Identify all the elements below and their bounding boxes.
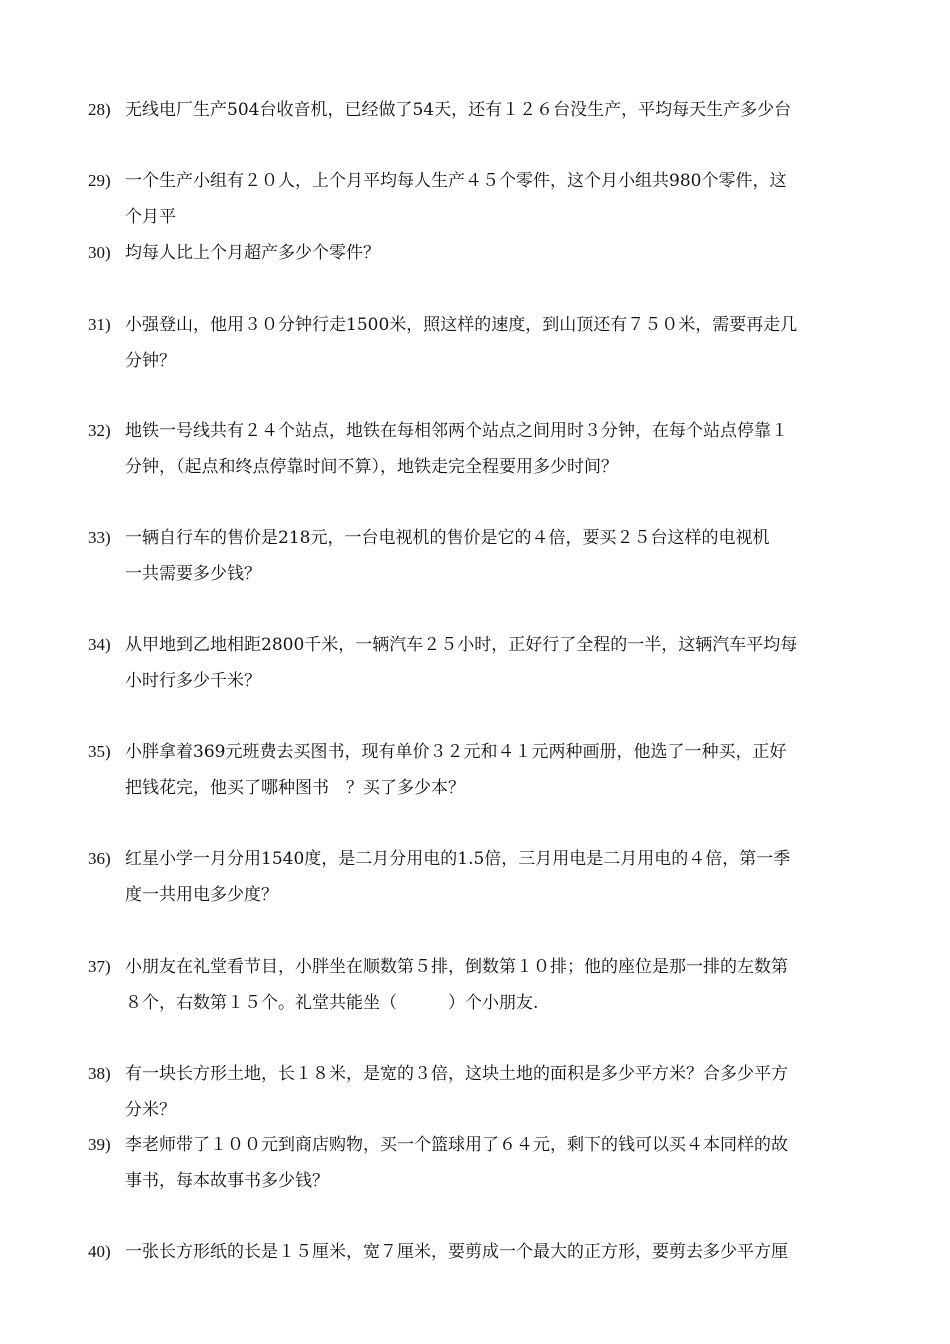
question-number: 39): [88, 1135, 111, 1154]
question-line: ８个，右数第１５个。礼堂共能坐（ ）个小朋友.: [125, 993, 539, 1013]
question-line: 一辆自行车的售价是218元，一台电视机的售价是它的４倍，要买２５台这样的电视机: [125, 528, 770, 548]
question-text: [125, 627, 868, 699]
question-line: 从甲地到乙地相距2800千米，一辆汽车２５小时，正好行了全程的一半，这辆汽车平均每: [125, 635, 798, 655]
question-line: 一个生产小组有２０人，上个月平均每人生产４５个零件，这个月小组共980个零件，这: [125, 171, 787, 191]
question-line: 事书，每本故事书多少钱？: [125, 1171, 329, 1191]
question-text: [125, 734, 868, 806]
question-number: 32): [88, 421, 111, 440]
question-line: 有一块长方形土地，长１８米，是宽的３倍，这块土地的面积是多少平方米？合多少平方: [125, 1064, 788, 1084]
question-line: 把钱花完，他买了哪种图书 ？买了多少本？: [125, 778, 465, 798]
question-number: 36): [88, 849, 111, 868]
question-number: 35): [88, 742, 111, 761]
question-line: 均每人比上个月超产多少个零件？: [125, 243, 380, 263]
question-line: 红星小学一月分用1540度，是二月分用电的1.5倍，三月用电是二月用电的４倍，第一季: [125, 849, 791, 869]
question-text: [125, 235, 868, 271]
question-number: 30): [88, 243, 111, 262]
question-number: 40): [88, 1242, 111, 1261]
question-line: 小胖拿着369元班费去买图书，现有单价３２元和４１元两种画册，他选了一种买，正好: [125, 742, 787, 762]
question-text: [125, 520, 868, 592]
question-31: [88, 307, 868, 379]
question-28: [88, 92, 868, 128]
question-29: [88, 163, 868, 235]
question-number: 31): [88, 315, 111, 334]
question-line: 分钟？: [125, 351, 176, 371]
question-line: 度一共用电多少度？: [125, 885, 278, 905]
question-text: [125, 92, 868, 128]
question-line: 地铁一号线共有２４个站点，地铁在每相邻两个站点之间用时３分钟，在每个站点停靠１: [125, 421, 788, 441]
question-33: [88, 520, 868, 592]
question-number: 34): [88, 635, 111, 654]
question-line: 一张长方形纸的长是１５厘米，宽７厘米，要剪成一个最大的正方形，要剪去多少平方厘: [125, 1242, 788, 1262]
question-line: 个月平: [125, 207, 176, 227]
question-34: [88, 627, 868, 699]
question-line: 一共需要多少钱？: [125, 564, 261, 584]
question-39: [88, 1127, 868, 1199]
question-40: [88, 1234, 868, 1270]
question-text: [125, 1056, 868, 1128]
question-32: [88, 413, 868, 485]
question-number: 29): [88, 171, 111, 190]
question-30: [88, 235, 868, 271]
question-line: 李老师带了１００元到商店购物，买一个篮球用了６４元，剩下的钱可以买４本同样的故: [125, 1135, 788, 1155]
question-number: 38): [88, 1064, 111, 1083]
question-number: 37): [88, 957, 111, 976]
question-37: [88, 949, 868, 1021]
question-text: [125, 163, 868, 235]
question-35: [88, 734, 868, 806]
question-number: 33): [88, 528, 111, 547]
question-number: 28): [88, 100, 111, 119]
question-text: [125, 841, 868, 913]
question-line: 小时行多少千米？: [125, 671, 261, 691]
question-line: 分米？: [125, 1100, 176, 1120]
question-text: [125, 949, 868, 1021]
question-line: 分钟，（起点和终点停靠时间不算），地铁走完全程要用多少时间？: [125, 457, 618, 477]
question-text: [125, 413, 868, 485]
question-line: 无线电厂生产504台收音机，已经做了54天，还有１２６台没生产，平均每天生产多少台: [125, 100, 792, 120]
question-line: 小强登山，他用３０分钟行走1500米，照这样的速度，到山顶还有７５０米，需要再走几: [125, 315, 798, 335]
question-text: [125, 307, 868, 379]
question-text: [125, 1127, 868, 1199]
question-text: [125, 1234, 868, 1270]
question-36: [88, 841, 868, 913]
question-line: 小朋友在礼堂看节目，小胖坐在顺数第５排，倒数第１０排；他的座位是那一排的左数第: [125, 957, 788, 977]
question-38: [88, 1056, 868, 1128]
